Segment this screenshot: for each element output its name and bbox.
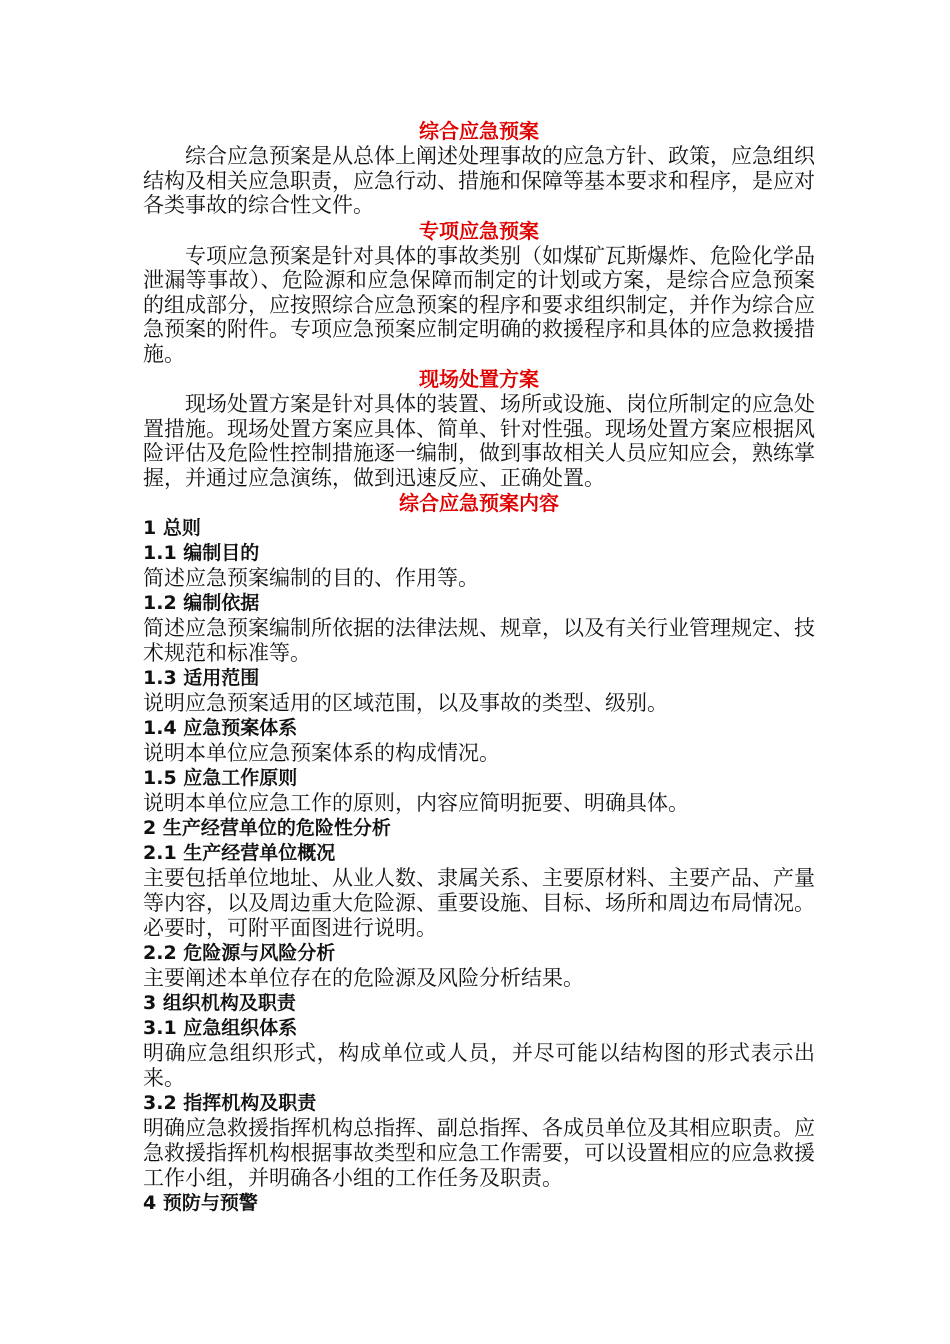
outline-body: 说明本单位应急预案体系的构成情况。 xyxy=(143,741,500,765)
outline-heading: 1.4 应急预案体系 xyxy=(143,717,298,739)
outline-body: 主要阐述本单位存在的危险源及风险分析结果。 xyxy=(143,966,584,990)
general-plan-paragraph: 综合应急预案是从总体上阐述处理事故的应急方针、政策，应急组织结构及相关应急职责，应急行动、措施和保障等基本要求和程序，是应对各类事故的综合性文件。 xyxy=(143,144,815,217)
outline-heading: 3 组织机构及职责 xyxy=(143,992,296,1014)
document-page xyxy=(143,118,815,1216)
outline-heading: 2 生产经营单位的危险性分析 xyxy=(143,817,391,839)
outline-heading: 1.2 编制依据 xyxy=(143,592,260,614)
outline-body: 简述应急预案编制的目的、作用等。 xyxy=(143,566,479,590)
outline-heading: 1.3 适用范围 xyxy=(143,667,260,689)
section-title-general-plan: 综合应急预案 xyxy=(419,119,539,143)
outline-body: 明确应急组织形式，构成单位或人员，并尽可能以结构图的形式表示出来。 xyxy=(143,1041,815,1090)
section-title-special-plan: 专项应急预案 xyxy=(419,218,539,243)
outline-body: 明确应急救援指挥机构总指挥、副总指挥、各成员单位及其相应职责。应急救援指挥机构根据事故类型和应急工作需要，可以设置相应的应急救援工作小组，并明确各小组的工作任务及职责。 xyxy=(143,1116,815,1190)
outline-body: 说明应急预案适用的区域范围，以及事故的类型、级别。 xyxy=(143,691,668,715)
section-title-contents: 综合应急预案内容 xyxy=(399,491,559,515)
outline-heading: 3.2 指挥机构及职责 xyxy=(143,1092,317,1114)
special-plan-paragraph: 专项应急预案是针对具体的事故类别（如煤矿瓦斯爆炸、危险化学品泄漏等事故）、危险源和应急保障而制定的计划或方案，是综合应急预案的组成部分，应按照综合应急预案的程序和要求组织制定，并作为综合应急预案的附件。专项应急预案应制定明确的救援程序和具体的应急救援措施。 xyxy=(143,243,815,366)
outline-body: 主要包括单位地址、从业人数、隶属关系、主要原材料、主要产品、产量等内容，以及周边重大危险源、重要设施、目标、场所和周边布局情况。必要时，可附平面图进行说明。 xyxy=(143,866,815,940)
onsite-plan-paragraph: 现场处置方案是针对具体的装置、场所或设施、岗位所制定的应急处置措施。现场处置方案应具体、简单、针对性强。现场处置方案应根据风险评估及危险性控制措施逐一编制，做到事故相关人员应知应会，熟练掌握，并通过应急演练，做到迅速反应、正确处置。 xyxy=(143,392,815,490)
outline-heading: 1.5 应急工作原则 xyxy=(143,767,298,789)
section-title-onsite-plan: 现场处置方案 xyxy=(419,367,539,391)
outline-heading: 2.1 生产经营单位概况 xyxy=(143,842,336,864)
outline-heading: 3.1 应急组织体系 xyxy=(143,1017,298,1039)
outline-heading: 1.1 编制目的 xyxy=(143,542,260,564)
outline-body: 简述应急预案编制所依据的法律法规、规章，以及有关行业管理规定、技术规范和标准等。 xyxy=(143,616,815,665)
outline-heading: 1 总则 xyxy=(143,517,201,539)
outline-heading: 2.2 危险源与风险分析 xyxy=(143,942,336,964)
outline-body: 说明本单位应急工作的原则，内容应简明扼要、明确具体。 xyxy=(143,791,689,815)
outline-heading: 4 预防与预警 xyxy=(143,1192,258,1214)
